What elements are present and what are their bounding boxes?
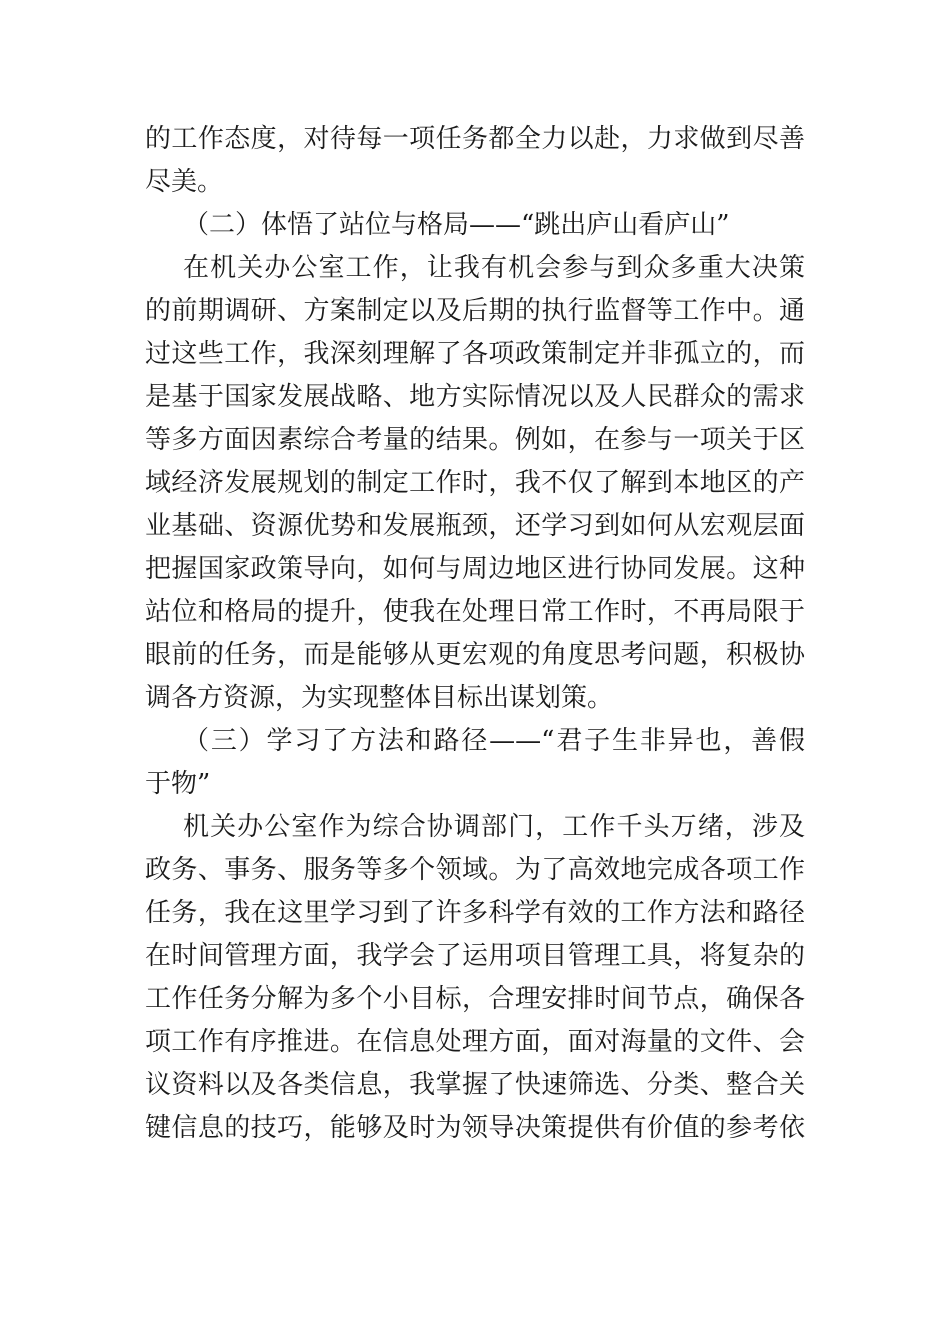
text-line: 的前期调研、方案制定以及后期的执行监督等工作中。通 [145,296,805,326]
text-line: 在时间管理方面，我学会了运用项目管理工具，将复杂的 [145,941,805,971]
text-line: 业基础、资源优势和发展瓶颈，还学习到如何从宏观层面 [145,511,805,541]
text-line: 机关办公室作为综合协调部门，工作千头万绪，涉及 [183,812,805,842]
text-line: 过这些工作，我深刻理解了各项政策制定并非孤立的，而 [145,339,805,369]
text-line: 是基于国家发展战略、地方实际情况以及人民群众的需求 [145,382,805,412]
text-line: 议资料以及各类信息，我掌握了快速筛选、分类、整合关 [145,1070,805,1100]
text-line: 于物” [145,769,211,799]
text-line: 任务，我在这里学习到了许多科学有效的工作方法和路径 [145,898,805,928]
text-line: 调各方资源，为实现整体目标出谋划策。 [145,683,614,713]
text-line: 域经济发展规划的制定工作时，我不仅了解到本地区的产 [145,468,805,498]
text-line: 键信息的技巧，能够及时为领导决策提供有价值的参考依 [145,1113,805,1143]
text-line: （二）体悟了站位与格局——“跳出庐山看庐山” [183,210,730,240]
text-line: 站位和格局的提升，使我在处理日常工作时，不再局限于 [145,597,805,627]
text-line: 眼前的任务，而是能够从更宏观的角度思考问题，积极协 [145,640,805,670]
text-line: 在机关办公室工作，让我有机会参与到众多重大决策 [183,253,805,283]
text-line: 项工作有序推进。在信息处理方面，面对海量的文件、会 [145,1027,805,1057]
text-line: （三）学习了方法和路径——“君子生非异也，善假 [183,726,805,756]
text-line: 把握国家政策导向，如何与周边地区进行协同发展。这种 [145,554,805,584]
text-line: 等多方面因素综合考量的结果。例如，在参与一项关于区 [145,425,805,455]
text-line: 工作任务分解为多个小目标，合理安排时间节点，确保各 [145,984,805,1014]
text-line: 尽美。 [145,167,224,197]
text-line: 的工作态度，对待每一项任务都全力以赴，力求做到尽善 [145,124,805,154]
text-line: 政务、事务、服务等多个领域。为了高效地完成各项工作 [145,855,805,885]
document-page [145,118,805,1150]
